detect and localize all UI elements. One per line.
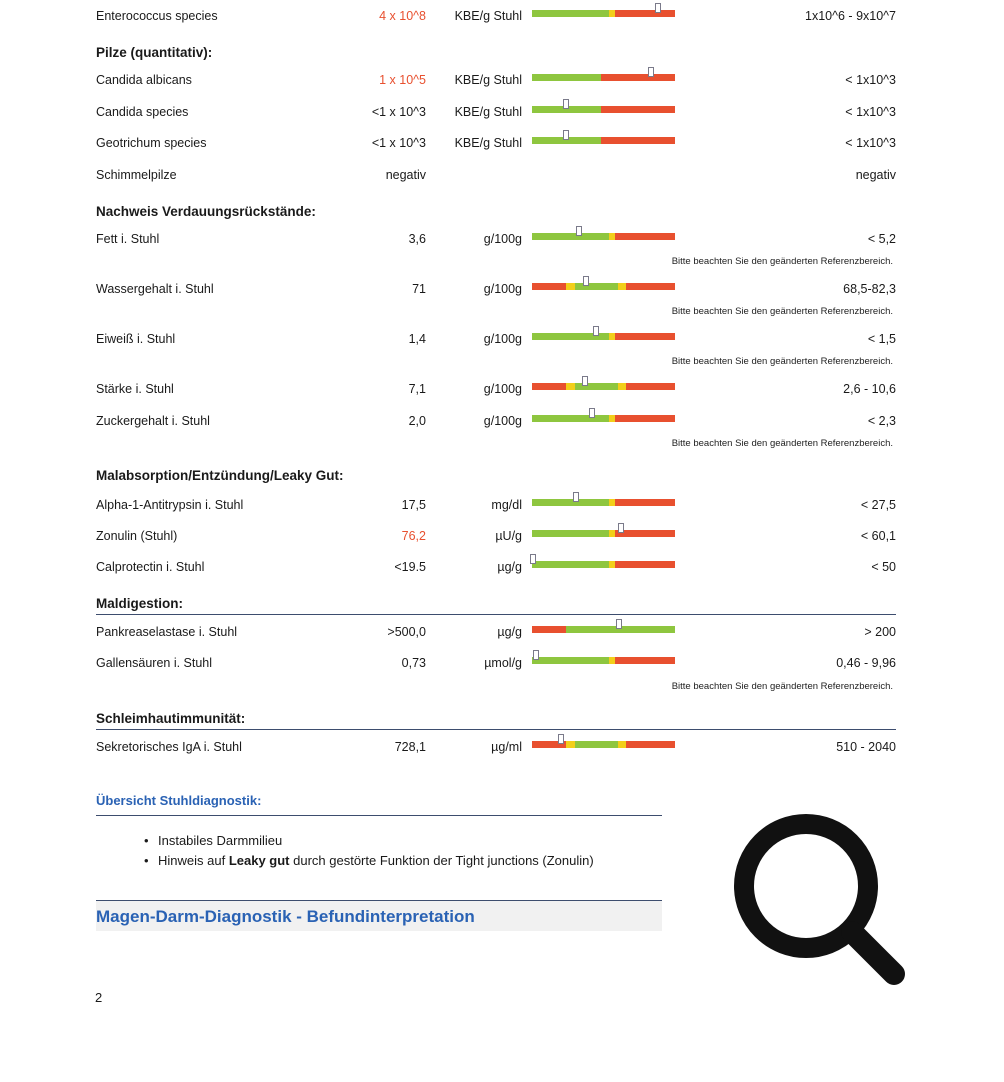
result-row bbox=[96, 653, 896, 673]
test-unit: KBE/g Stuhl bbox=[454, 9, 522, 23]
bar-segment-red bbox=[532, 626, 566, 633]
reference-range: < 1x10^3 bbox=[845, 136, 896, 150]
bar-segment-green bbox=[575, 741, 618, 748]
test-name: Sekretorisches IgA i. Stuhl bbox=[96, 740, 242, 754]
bar-segment-green bbox=[532, 657, 609, 664]
test-unit: g/100g bbox=[483, 332, 522, 346]
result-row bbox=[96, 622, 896, 642]
test-value: <1 x 10^3 bbox=[371, 136, 426, 150]
bar-segment-red bbox=[615, 333, 675, 340]
value-marker bbox=[583, 276, 589, 286]
result-row bbox=[96, 102, 896, 122]
value-marker bbox=[593, 326, 599, 336]
bar-segment-yellow bbox=[618, 283, 627, 290]
bar-segment-red bbox=[615, 233, 675, 240]
bar-segment-red bbox=[601, 137, 675, 144]
overview-title: Übersicht Stuhldiagnostik: bbox=[96, 793, 262, 808]
result-row bbox=[96, 70, 896, 90]
value-marker bbox=[648, 67, 654, 77]
result-row bbox=[96, 165, 896, 185]
overview-divider bbox=[96, 815, 662, 816]
bar-segment-red bbox=[601, 74, 675, 81]
test-name: Stärke i. Stuhl bbox=[96, 382, 174, 396]
reference-range: 0,46 - 9,96 bbox=[836, 656, 896, 670]
test-name: Enterococcus species bbox=[96, 9, 218, 23]
reference-range: < 27,5 bbox=[860, 498, 896, 512]
test-value: 4 x 10^8 bbox=[379, 9, 426, 23]
value-marker bbox=[563, 130, 569, 140]
section-banner bbox=[96, 900, 662, 931]
bar-segment-red bbox=[601, 106, 675, 113]
test-value: 1 x 10^5 bbox=[379, 73, 426, 87]
result-row bbox=[96, 737, 896, 757]
reference-note: Bitte beachten Sie den geänderten Referenzbereich. bbox=[671, 438, 893, 449]
bar-segment-yellow bbox=[566, 741, 575, 748]
section-heading-schleimhaut: Schleimhautimmunität: bbox=[96, 711, 246, 726]
bar-segment-red bbox=[615, 415, 675, 422]
section-heading-maldigestion: Maldigestion: bbox=[96, 596, 183, 611]
test-value: 7,1 bbox=[408, 382, 426, 396]
reference-range: > 200 bbox=[864, 625, 896, 639]
bar-segment-red bbox=[615, 499, 675, 506]
reference-note: Bitte beachten Sie den geänderten Referenzbereich. bbox=[671, 356, 893, 367]
section-heading-pilze: Pilze (quantitativ): bbox=[96, 45, 213, 60]
reference-range: < 1x10^3 bbox=[845, 73, 896, 87]
reference-range: 1x10^6 - 9x10^7 bbox=[805, 9, 896, 23]
test-unit: mg/dl bbox=[491, 498, 522, 512]
reference-range: < 2,3 bbox=[867, 414, 896, 428]
range-bar bbox=[532, 233, 675, 240]
bar-segment-yellow bbox=[566, 283, 575, 290]
test-value: >500,0 bbox=[387, 625, 426, 639]
range-bar bbox=[532, 10, 675, 17]
range-bar bbox=[532, 137, 675, 144]
bar-segment-red bbox=[615, 657, 675, 664]
test-name: Schimmelpilze bbox=[96, 168, 177, 182]
test-value: 2,0 bbox=[408, 414, 426, 428]
test-value: 1,4 bbox=[408, 332, 426, 346]
range-bar bbox=[532, 383, 675, 390]
bar-segment-green bbox=[532, 74, 601, 81]
test-name: Wassergehalt i. Stuhl bbox=[96, 282, 214, 296]
test-value: 0,73 bbox=[401, 656, 426, 670]
bar-segment-red bbox=[532, 383, 566, 390]
result-row bbox=[96, 6, 896, 26]
bar-segment-red bbox=[626, 383, 675, 390]
list-item bbox=[140, 851, 662, 871]
bar-segment-green bbox=[532, 530, 609, 537]
value-marker bbox=[558, 734, 564, 744]
reference-range: < 1,5 bbox=[867, 332, 896, 346]
bar-segment-green bbox=[532, 10, 609, 17]
bar-segment-yellow bbox=[618, 383, 627, 390]
reference-range: < 5,2 bbox=[867, 232, 896, 246]
test-value: negativ bbox=[385, 168, 426, 182]
reference-range: < 1x10^3 bbox=[845, 105, 896, 119]
test-unit: µU/g bbox=[495, 529, 522, 543]
reference-note: Bitte beachten Sie den geänderten Referenzbereich. bbox=[671, 306, 893, 317]
reference-note: Bitte beachten Sie den geänderten Referenzbereich. bbox=[671, 256, 893, 267]
bar-segment-green bbox=[532, 233, 609, 240]
result-row bbox=[96, 229, 896, 249]
test-unit: KBE/g Stuhl bbox=[454, 136, 522, 150]
result-row bbox=[96, 329, 896, 349]
section-heading-malabsorption: Malabsorption/Entzündung/Leaky Gut: bbox=[96, 468, 344, 483]
bar-segment-yellow bbox=[566, 383, 575, 390]
test-unit: g/100g bbox=[483, 414, 522, 428]
test-unit: µg/ml bbox=[491, 740, 522, 754]
value-marker bbox=[589, 408, 595, 418]
test-unit: g/100g bbox=[483, 232, 522, 246]
bullet-text: Instabiles Darmmilieu bbox=[158, 833, 283, 848]
test-unit: µg/g bbox=[497, 625, 522, 639]
result-row bbox=[96, 411, 896, 431]
test-value: <1 x 10^3 bbox=[371, 105, 426, 119]
test-name: Eiweiß i. Stuhl bbox=[96, 332, 176, 346]
bar-segment-red bbox=[615, 530, 675, 537]
test-unit: g/100g bbox=[483, 382, 522, 396]
test-unit: KBE/g Stuhl bbox=[454, 105, 522, 119]
value-marker bbox=[563, 99, 569, 109]
result-row bbox=[96, 379, 896, 399]
section-divider bbox=[96, 614, 896, 615]
test-name: Geotrichum species bbox=[96, 136, 207, 150]
range-bar bbox=[532, 741, 675, 748]
overview-list bbox=[140, 831, 662, 871]
test-unit: µg/g bbox=[497, 560, 522, 574]
bullet-text: Hinweis auf bbox=[158, 853, 229, 868]
result-row bbox=[96, 557, 896, 577]
value-marker bbox=[655, 3, 661, 13]
test-value: 17,5 bbox=[401, 498, 426, 512]
range-bar bbox=[532, 530, 675, 537]
test-value: 3,6 bbox=[408, 232, 426, 246]
range-bar bbox=[532, 74, 675, 81]
result-row bbox=[96, 279, 896, 299]
bar-segment-green bbox=[532, 499, 609, 506]
value-marker bbox=[582, 376, 588, 386]
bar-segment-red bbox=[626, 283, 675, 290]
test-name: Zonulin (Stuhl) bbox=[96, 529, 178, 543]
range-bar bbox=[532, 283, 675, 290]
bar-segment-green bbox=[532, 415, 609, 422]
test-name: Fett i. Stuhl bbox=[96, 232, 160, 246]
value-marker bbox=[530, 554, 536, 564]
range-bar bbox=[532, 657, 675, 664]
test-name: Calprotectin i. Stuhl bbox=[96, 560, 205, 574]
test-unit: g/100g bbox=[483, 282, 522, 296]
test-value: 71 bbox=[412, 282, 426, 296]
section-heading-verdauung: Nachweis Verdauungsrückstände: bbox=[96, 204, 316, 219]
value-marker bbox=[618, 523, 624, 533]
reference-note: Bitte beachten Sie den geänderten Referenzbereich. bbox=[671, 681, 893, 692]
reference-range: 510 - 2040 bbox=[836, 740, 896, 754]
test-name: Alpha-1-Antitrypsin i. Stuhl bbox=[96, 498, 244, 512]
bar-segment-red bbox=[626, 741, 675, 748]
reference-range: 2,6 - 10,6 bbox=[843, 382, 896, 396]
bar-segment-red bbox=[615, 561, 675, 568]
result-row bbox=[96, 133, 896, 153]
test-name: Pankreaselastase i. Stuhl bbox=[96, 625, 238, 639]
range-bar bbox=[532, 415, 675, 422]
value-marker bbox=[573, 492, 579, 502]
test-value: <19.5 bbox=[394, 560, 426, 574]
range-bar bbox=[532, 561, 675, 568]
section-divider bbox=[96, 729, 896, 730]
reference-range: < 60,1 bbox=[860, 529, 896, 543]
magnifier-icon[interactable] bbox=[726, 806, 926, 1006]
value-marker bbox=[616, 619, 622, 629]
test-unit: µmol/g bbox=[484, 656, 522, 670]
bullet-emphasis: Leaky gut bbox=[228, 853, 290, 868]
reference-range: 68,5-82,3 bbox=[843, 282, 896, 296]
range-bar bbox=[532, 333, 675, 340]
result-row bbox=[96, 526, 896, 546]
test-name: Gallensäuren i. Stuhl bbox=[96, 656, 213, 670]
test-name: Candida albicans bbox=[96, 73, 192, 87]
bullet-text: durch gestörte Funktion der Tight junctions (Zonulin) bbox=[289, 853, 594, 868]
test-value: 76,2 bbox=[401, 529, 426, 543]
list-item bbox=[140, 831, 662, 851]
reference-range: < 50 bbox=[871, 560, 896, 574]
value-marker bbox=[576, 226, 582, 236]
reference-range: negativ bbox=[855, 168, 896, 182]
range-bar bbox=[532, 626, 675, 633]
bar-segment-red bbox=[532, 283, 566, 290]
bar-segment-green bbox=[575, 283, 618, 290]
test-name: Zuckergehalt i. Stuhl bbox=[96, 414, 210, 428]
result-row bbox=[96, 495, 896, 515]
test-unit: KBE/g Stuhl bbox=[454, 73, 522, 87]
bar-segment-green bbox=[532, 561, 609, 568]
range-bar bbox=[532, 499, 675, 506]
value-marker bbox=[533, 650, 539, 660]
bar-segment-red bbox=[615, 10, 675, 17]
bar-segment-yellow bbox=[618, 741, 627, 748]
banner-title: Magen-Darm-Diagnostik - Befundinterpretation bbox=[96, 907, 475, 926]
test-value: 728,1 bbox=[394, 740, 426, 754]
page-number: 2 bbox=[95, 990, 103, 1005]
test-name: Candida species bbox=[96, 105, 189, 119]
range-bar bbox=[532, 106, 675, 113]
